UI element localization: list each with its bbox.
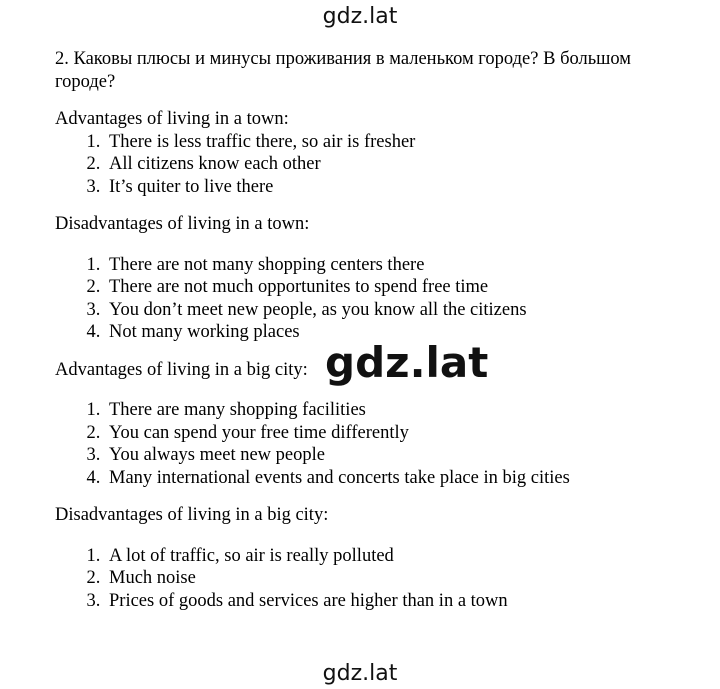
section-heading-town-disadvantages: Disadvantages of living in a town: — [55, 214, 310, 234]
list-item: 3. You always meet new people — [105, 444, 695, 467]
list-item: 4. Not many working places — [105, 321, 695, 344]
watermark-top: gdz.lat — [322, 4, 398, 29]
list-item: 1. There is less traffic there, so air is fresher — [105, 131, 695, 154]
section-heading-city-advantages: Advantages of living in a big city: — [55, 359, 308, 380]
watermark-bottom: gdz.lat — [322, 661, 398, 686]
list-item: 2. All citizens know each other — [105, 153, 695, 176]
list-item: 3. You don’t meet new people, as you know all the citizens — [105, 299, 695, 322]
question-text: 2. Каковы плюсы и минусы проживания в маленьком городе? В большом городе? — [55, 49, 632, 92]
list-item: 2. Much noise — [105, 567, 695, 590]
list-town-advantages — [55, 131, 695, 199]
section-heading-city-disadvantages: Disadvantages of living in a big city: — [55, 505, 329, 525]
list-town-disadvantages — [55, 254, 695, 344]
list-city-disadvantages — [55, 545, 695, 613]
list-item: 1. There are not many shopping centers there — [105, 254, 695, 277]
list-item: 2. There are not much opportunites to spend free time — [105, 276, 695, 299]
list-item: 1. A lot of traffic, so air is really polluted — [105, 545, 695, 568]
list-item: 3. Prices of goods and services are higher than in a town — [105, 590, 695, 613]
list-item: 2. You can spend your free time differently — [105, 422, 695, 445]
list-item: 1. There are many shopping facilities — [105, 399, 695, 422]
section-heading-town-advantages: Advantages of living in a town: — [55, 109, 289, 129]
watermark-center: gdz.lat — [325, 338, 489, 387]
list-city-advantages — [55, 399, 695, 489]
list-item: 3. It’s quiter to live there — [105, 176, 695, 199]
list-item: 4. Many international events and concerts take place in big cities — [105, 467, 695, 490]
